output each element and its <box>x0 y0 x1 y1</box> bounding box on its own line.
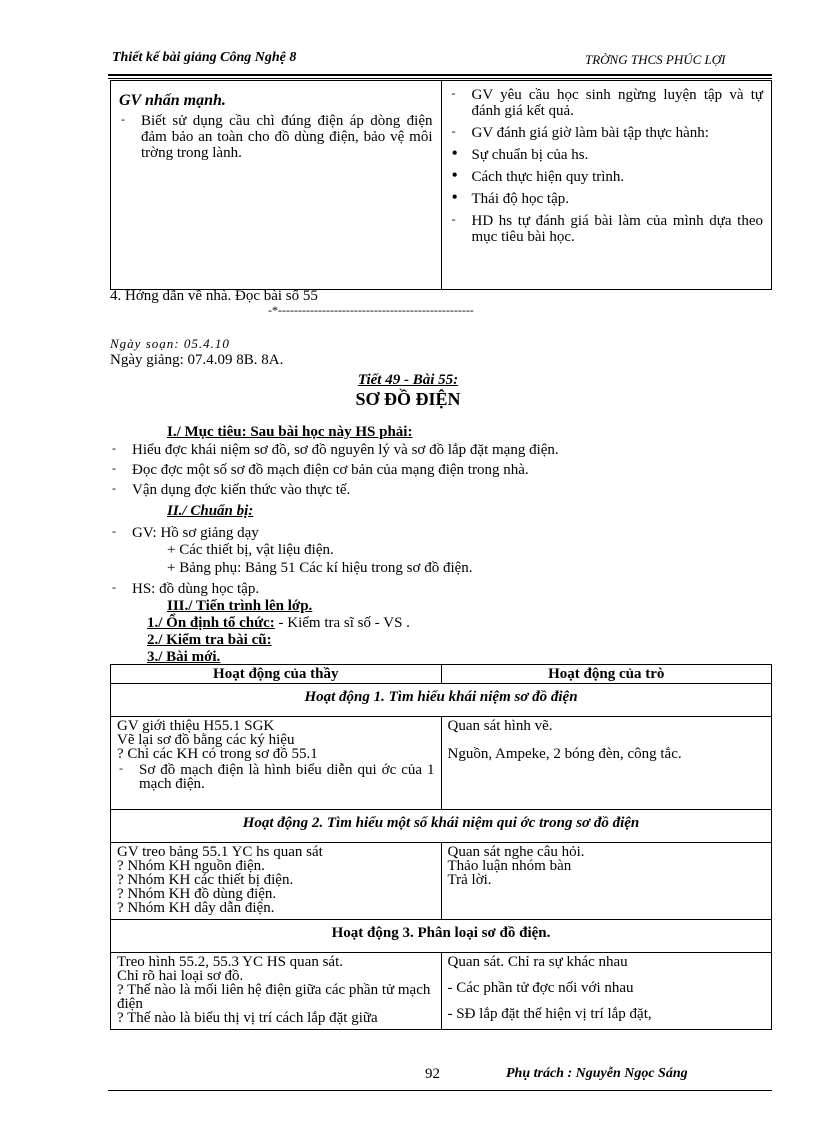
teacher-line: Chỉ rõ hai loại sơ đồ. <box>117 968 244 984</box>
teacher-line: ? Thế nào là mối liên hệ điện giữa các phần tử mạch điện <box>117 982 431 1012</box>
prep-date: Ngày soạn: 05.4.10 <box>110 336 230 351</box>
objectives-list <box>110 442 770 502</box>
table-row <box>111 953 772 1030</box>
student-line: Thảo luận nhóm bàn <box>447 858 572 874</box>
activity-2-student <box>441 843 772 920</box>
lesson-label: Tiết 49 - Bài 55: <box>357 372 459 388</box>
objective-item: - Đọc đợc một số sơ đồ mạch điện cơ bản của mạng điện trong nhà. <box>110 462 770 478</box>
right-item: - GV đánh giá giờ làm bài tập thực hành: <box>450 125 764 141</box>
teacher-column-header: Hoạt động của thầy <box>111 665 442 684</box>
top-table-right-cell <box>441 81 772 290</box>
teacher-line: ? Nhóm KH dây dẫn điện. <box>117 900 275 916</box>
activity-title-row <box>111 684 772 717</box>
teacher-line: Vẽ lại sơ đồ bằng các ký hiệu <box>117 732 295 748</box>
top-table-left-cell <box>111 81 442 290</box>
prep-gv-sub: + Các thiết bị, vật liệu điện. <box>167 542 334 558</box>
process-heading: III./ Tiến trình lên lớp. <box>167 598 313 614</box>
student-line: Quan sát. Chỉ ra sự khác nhau <box>447 954 628 970</box>
teacher-dash-line: - Sơ đồ mạch điện là hình biểu diễn qui ớc của 1 mạch điện. <box>117 763 435 791</box>
step-1-label: 1./ Ổn định tổ chức: <box>147 615 275 631</box>
prep-heading: II./ Chuẩn bị: <box>167 503 254 519</box>
right-bullet-item: • Cách thực hiện quy trình. <box>450 169 764 185</box>
activity-3-title: Hoạt động 3. Phân loại sơ đồ điện. <box>111 920 772 953</box>
objectives-heading: I./ Mục tiêu: Sau bài học này HS phải: <box>167 424 413 440</box>
activity-2-title: Hoạt động 2. Tìm hiểu một số khái niệm qui ớc trong sơ đồ điện <box>111 810 772 843</box>
prep-gv <box>110 525 259 541</box>
top-activity-table <box>110 80 772 290</box>
activity-3-teacher <box>111 953 442 1030</box>
header-title: Thiết kế bài giảng Công Nghệ 8 <box>112 50 297 65</box>
step-2: 2./ Kiểm tra bài cũ: <box>147 632 272 648</box>
right-bullet-item: • Sự chuẩn bị của hs. <box>450 147 764 163</box>
student-line: - SĐ lắp đặt thể hiện vị trí lắp đặt, <box>447 1006 652 1022</box>
student-line: - Các phần tử đợc nối với nhau <box>447 980 634 996</box>
table-row <box>111 843 772 920</box>
right-item: - GV yêu cầu học sinh ngừng luyện tập và tự đánh giá kết quả. <box>450 87 764 119</box>
teacher-line: ? Nhóm KH đồ dùng điện. <box>117 886 277 902</box>
teacher-line: Treo hình 55.2, 55.3 YC HS quan sát. <box>117 954 343 970</box>
teacher-line: GV giới thiệu H55.1 SGK <box>117 718 275 734</box>
prep-hs-text: - HS: đồ dùng học tập. <box>110 581 259 597</box>
right-bullet-item: • Thái độ học tập. <box>450 191 764 207</box>
objective-item: - Vận dụng đợc kiến thức vào thực tế. <box>110 482 770 498</box>
prep-hs <box>110 581 259 597</box>
teach-date: Ngày giảng: 07.4.09 8B. 8A. <box>110 352 284 368</box>
student-line: Nguồn, Ampeke, 2 bóng đèn, công tắc. <box>447 746 682 762</box>
step-1-text: - Kiểm tra sĩ số - VS . <box>274 615 410 631</box>
activity-3-student <box>441 953 772 1030</box>
activity-1-student <box>441 717 772 810</box>
right-item: - HD hs tự đánh giá bài làm của mình dựa theo mục tiêu bài học. <box>450 213 764 245</box>
table-row <box>111 717 772 810</box>
page-number: 92 <box>425 1066 440 1082</box>
emphasis-heading: GV nhấn mạnh. <box>119 92 226 109</box>
prep-gv-sub: + Bảng phụ: Bảng 51 Các kí hiệu trong sơ đồ điện. <box>167 560 473 576</box>
table-header-row <box>111 665 772 684</box>
teacher-line: ? Thế nào là biểu thị vị trí cách lắp đặt giữa <box>117 1010 378 1026</box>
header-school: TRỜNG THCS PHÚC LỢI <box>585 52 726 67</box>
footer-author: Phụ trách : Nguyễn Ngọc Sáng <box>506 1066 688 1081</box>
lesson-title: SƠ ĐỒ ĐIỆN <box>355 389 461 409</box>
activity-1-title: Hoạt động 1. Tìm hiểu khái niệm sơ đồ điện <box>111 684 772 717</box>
activity-title-row <box>111 920 772 953</box>
activity-title-row <box>111 810 772 843</box>
teacher-line: ? Chỉ các KH có trong sơ đồ 55.1 <box>117 746 318 762</box>
header-divider-thin <box>108 78 772 79</box>
teacher-line: ? Nhóm KH nguồn điện. <box>117 858 265 874</box>
homework-line: 4. Hớng dẫn về nhà. Đọc bài số 55 <box>110 288 318 304</box>
student-line: Quan sát nghe câu hỏi. <box>447 844 585 860</box>
activity-1-teacher <box>111 717 442 810</box>
step-1 <box>147 615 410 631</box>
student-line <box>448 733 766 747</box>
objective-item: - Hiểu đợc khái niệm sơ đồ, sơ đồ nguyên lý và sơ đồ lắp đặt mạng điện. <box>110 442 770 458</box>
teacher-line: ? Nhóm KH các thiết bị điện. <box>117 872 294 888</box>
step-3: 3./ Bài mới. <box>147 649 221 665</box>
activity-2-teacher <box>111 843 442 920</box>
lesson-activity-table <box>110 664 772 1030</box>
emphasis-item: - Biết sử dụng cầu chì đúng điện áp dòng điện đảm bảo an toàn cho đồ dùng điện, bảo vệ môi trờng trong lành. <box>119 113 433 161</box>
student-line: Quan sát hình vẽ. <box>447 718 553 734</box>
student-line: Trả lời. <box>447 872 492 888</box>
student-column-header: Hoạt động của trò <box>441 665 772 684</box>
teacher-line: GV treo bảng 55.1 YC hs quan sát <box>117 844 323 860</box>
prep-gv-text: - GV: Hồ sơ giảng dạy <box>110 525 259 541</box>
footer-divider <box>108 1090 772 1091</box>
header-divider <box>108 74 772 76</box>
section-separator: -*------------------------------------------------- <box>268 303 474 317</box>
